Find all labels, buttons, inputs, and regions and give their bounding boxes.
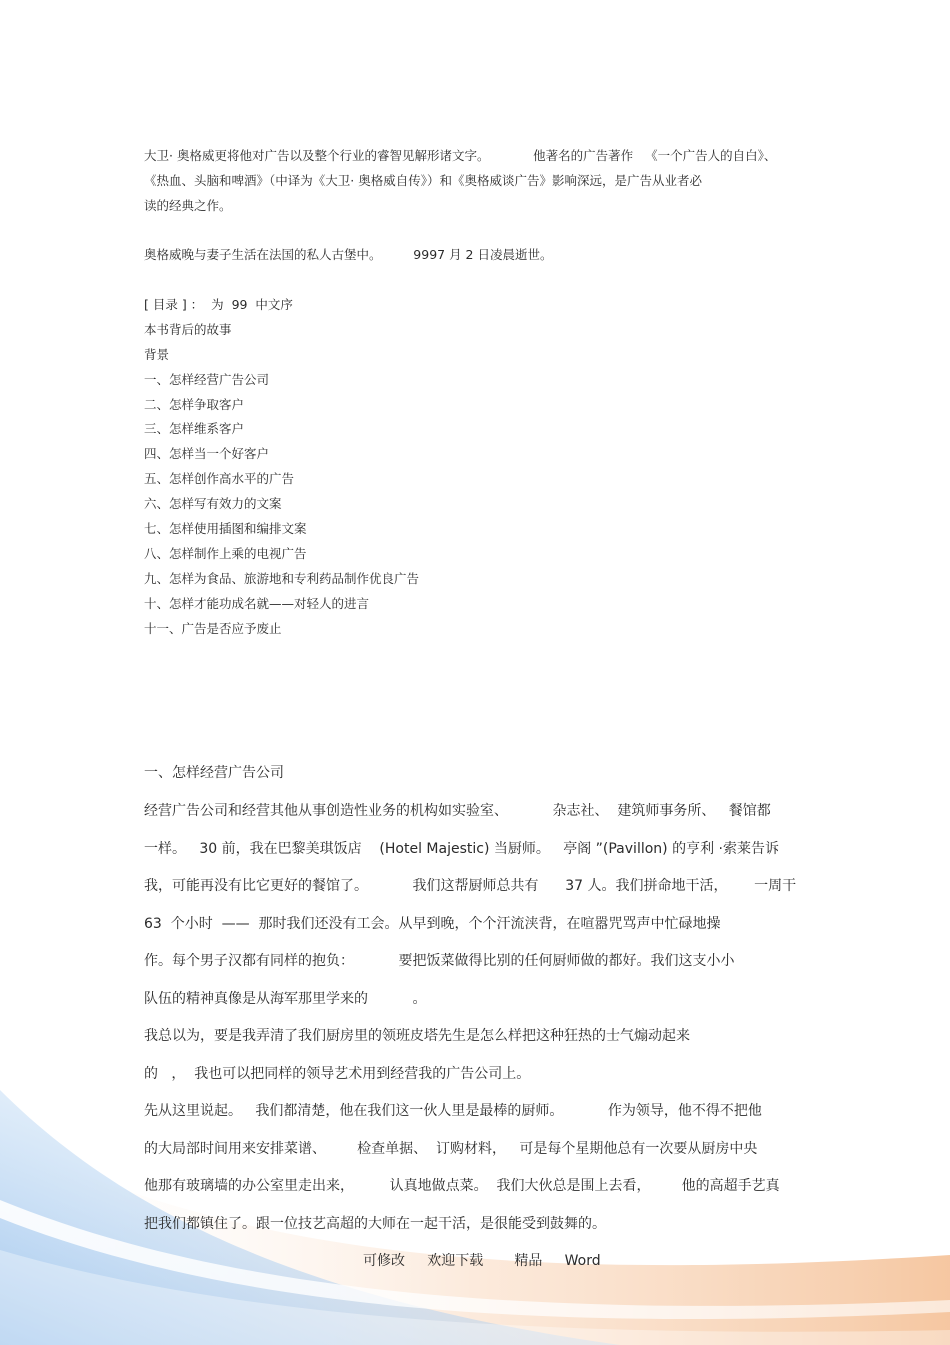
- chapter-body-line: 他那有玻璃墙的办公室里走出来， 认真地做点菜。 我们大伙总是围上去看， 他的高超手艺真: [144, 1178, 780, 1194]
- chapter-body-line: 的 ， 我也可以把同样的领导艺术用到经营我的广告公司上。: [144, 1066, 531, 1082]
- intro-paragraph-line: 《热血、头脑和啤酒》（中译为《大卫· 奥格威自传》）和《奥格威谈广告》影响深远，是广告从业者必: [144, 173, 702, 188]
- chapter-body-line: 队伍的精神真像是从海军那里学来的 。: [144, 991, 427, 1007]
- toc-item: 六、怎样写有效力的文案: [144, 496, 282, 511]
- toc-item: 四、怎样当一个好客户: [144, 446, 270, 461]
- chapter-body-line: 一样。 30 前，我在巴黎美琪饭店 (Hotel Majestic) 当厨师。 亭阁 ”(Pavillon) 的亨利 ·索莱告诉: [144, 841, 779, 857]
- toc-item: 背景: [144, 347, 170, 362]
- chapter-body-line: 我，可能再没有比它更好的餐馆了。 我们这帮厨师总共有 37 人。我们拼命地干活， 一周干: [144, 878, 797, 894]
- chapter-body-line: 我总以为，要是我弄清了我们厨房里的领班皮塔先生是怎么样把这种狂热的士气煽动起来: [144, 1028, 690, 1044]
- chapter-body-line: 先从这里说起。 我们都清楚，他在我们这一伙人里是最棒的厨师。 作为领导，他不得不把他: [144, 1103, 762, 1119]
- toc-item: 八、怎样制作上乘的电视广告: [144, 546, 307, 561]
- intro-paragraph-2: 奥格威晚与妻子生活在法国的私人古堡中。 9997 月 2 日凌晨逝世。: [144, 247, 553, 262]
- toc-item: 五、怎样创作高水平的广告: [144, 471, 295, 486]
- chapter-body-line: 63 个小时 —— 那时我们还没有工会。从早到晚，个个汗流浃背，在喧嚣咒骂声中忙碌地操: [144, 916, 721, 932]
- toc-item: 一、怎样经营广告公司: [144, 372, 270, 387]
- toc-item: 二、怎样争取客户: [144, 397, 245, 412]
- chapter-body-line: 的大局部时间用来安排菜谱、 检查单据、 订购材料， 可是每个星期他总有一次要从厨房中央: [144, 1141, 758, 1157]
- chapter-body-line: 经营广告公司和经营其他从事创造性业务的机构如实验室、 杂志社、 建筑师事务所、 餐馆都: [144, 803, 771, 819]
- intro-paragraph-line: 读的经典之作。: [144, 198, 232, 213]
- toc-item: 十、怎样才能功成名就——对轻人的进言: [144, 596, 370, 611]
- toc-item: 七、怎样使用插图和编排文案: [144, 521, 307, 536]
- chapter-body-line: 把我们都镇住了。跟一位技艺高超的大师在一起干活，是很能受到鼓舞的。: [144, 1216, 606, 1232]
- page-footer: 可修改 欢迎下载 精品 Word: [363, 1253, 601, 1269]
- intro-paragraph-line: 大卫· 奥格威更将他对广告以及整个行业的睿智见解形诸文字。 他著名的广告著作 《一个广告人的自白》、: [144, 148, 777, 163]
- toc-item: 三、怎样维系客户: [144, 421, 245, 436]
- toc-item: 本书背后的故事: [144, 322, 232, 337]
- chapter-title: 一、怎样经营广告公司: [144, 765, 284, 781]
- chapter-body-line: 作。每个男子汉都有同样的抱负： 要把饭菜做得比别的任何厨师做的都好。我们这支小小: [144, 953, 735, 969]
- toc-header: [ 目录 ] ： 为 99 中文序: [144, 297, 293, 312]
- toc-item: 十一、广告是否应予废止: [144, 621, 282, 636]
- toc-item: 九、怎样为食品、旅游地和专利药品制作优良广告: [144, 571, 420, 586]
